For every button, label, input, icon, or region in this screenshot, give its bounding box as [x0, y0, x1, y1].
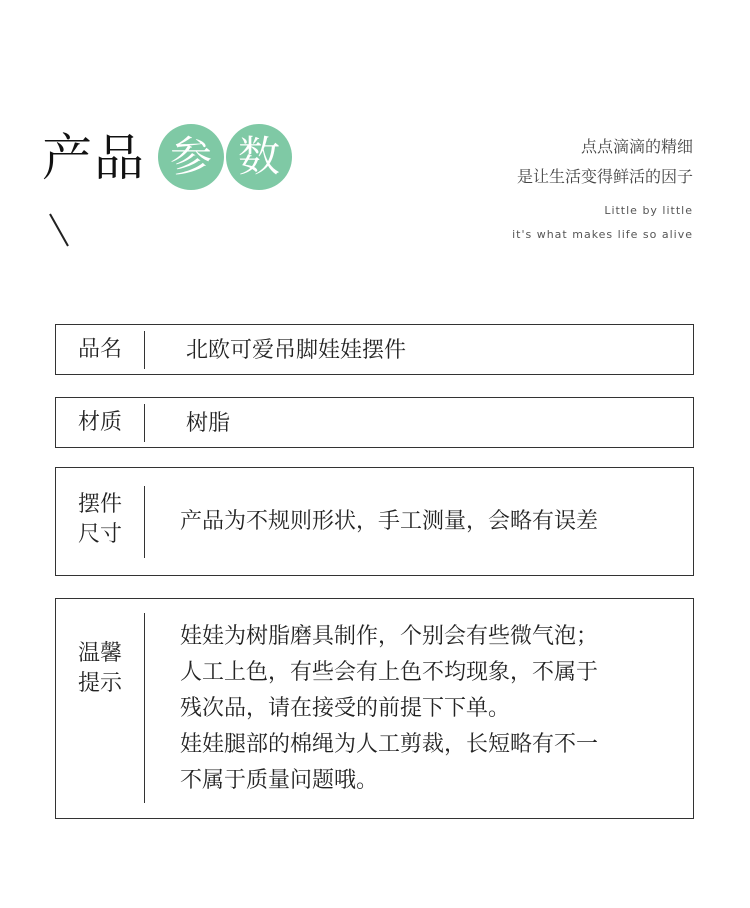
- spec-label: [56, 639, 144, 699]
- spec-row-notice: [55, 598, 694, 819]
- spec-value-line: 北欧可爱吊脚娃娃摆件: [186, 338, 407, 363]
- spec-value: [180, 504, 683, 539]
- spec-label: [56, 408, 144, 438]
- tagline-en-2: it's what makes life so alive: [512, 228, 693, 241]
- slash-decoration: [44, 210, 74, 250]
- spec-value-line: 人工上色，有些会有上色不均现象，不属于: [180, 660, 599, 685]
- spec-label: [56, 490, 144, 550]
- spec-label: [56, 335, 144, 365]
- badge-circle-1: 参: [158, 124, 224, 190]
- tagline-cn-2: 是让生活变得鲜活的因子: [516, 167, 693, 186]
- spec-label-text: 品名: [77, 337, 122, 362]
- spec-divider: [144, 331, 145, 369]
- spec-divider: [144, 486, 145, 558]
- tagline-cn-1: 点点滴滴的精细: [580, 137, 693, 156]
- spec-label-text: 尺寸: [77, 522, 122, 547]
- page-title: 产品: [42, 129, 146, 187]
- spec-value-line: 残次品，请在接受的前提下下单。: [180, 696, 511, 721]
- tagline-en-1: Little by little: [604, 204, 693, 217]
- spec-row-size: [55, 467, 694, 576]
- spec-value-line: 不属于质量问题哦。: [180, 768, 379, 793]
- spec-label-text: 温馨: [77, 641, 122, 666]
- spec-divider: [144, 404, 145, 442]
- spec-value: [180, 619, 683, 799]
- spec-value-line: 娃娃为树脂磨具制作，个别会有些微气泡；: [180, 624, 599, 649]
- spec-label-text: 材质: [77, 410, 122, 435]
- spec-label-text: 摆件: [77, 492, 122, 517]
- spec-row-name: [55, 324, 694, 375]
- spec-value-line: 娃娃腿部的棉绳为人工剪裁，长短略有不一: [180, 732, 599, 757]
- spec-value: [186, 333, 683, 368]
- spec-row-material: [55, 397, 694, 448]
- spec-divider: [144, 613, 145, 803]
- badge-circle-2: 数: [226, 124, 292, 190]
- spec-value-line: 树脂: [186, 411, 231, 436]
- spec-value: [186, 406, 683, 441]
- spec-label-text: 提示: [77, 671, 122, 696]
- spec-value-line: 产品为不规则形状，手工测量，会略有误差: [180, 509, 599, 534]
